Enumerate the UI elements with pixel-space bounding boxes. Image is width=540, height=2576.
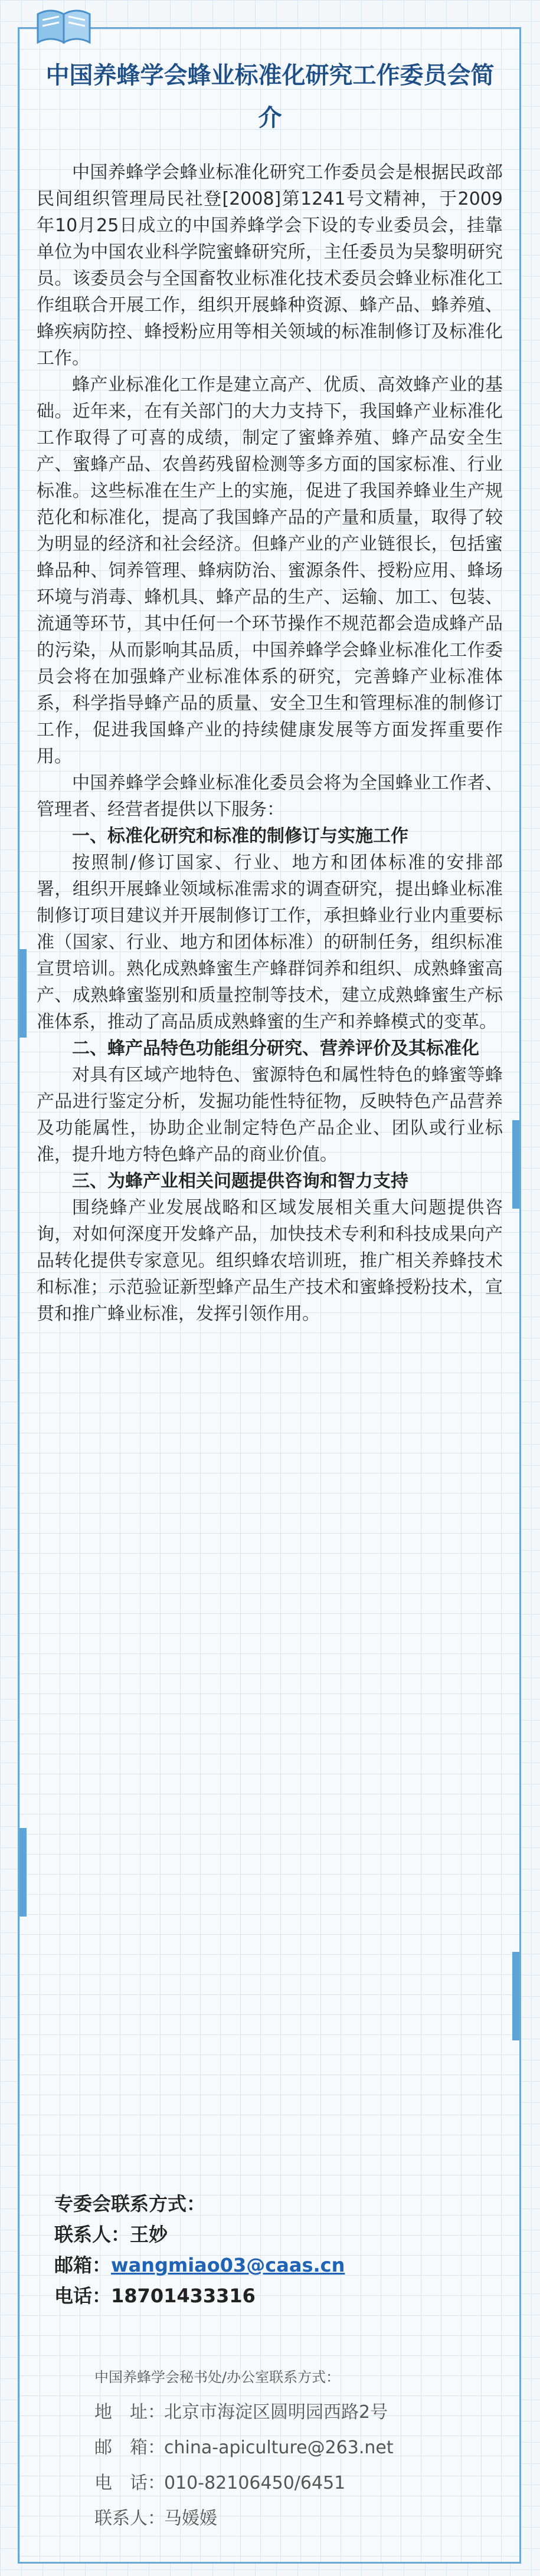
committee-contact	[54, 2188, 467, 2311]
section-heading: 三、为蜂产业相关问题提供咨询和智力支持	[72, 1171, 408, 1192]
intro-paragraph: 中国养蜂学会蜂业标准化委员会将为全国蜂业工作者、管理者、经营者提供以下服务：	[37, 773, 503, 820]
page-title: 中国养蜂学会蜂业标准化研究工作委员会简介	[45, 62, 495, 132]
section-body: 围绕蜂产业发展战略和区域发展相关重大问题提供咨询，对如何深度开发蜂产品，加快技术专利和科技成果向产品转化提供专家意见。组织蜂农培训班，推广相关养蜂技术和标准；示范验证新型蜂产品生产技术和蜜蜂授粉技术，宣贯和推广蜂业标准，发挥引领作用。	[37, 1197, 503, 1324]
section-heading: 一、标准化研究和标准的制修订与实施工作	[72, 826, 408, 846]
right-edge-tab	[512, 1952, 519, 2040]
office-phone-label: 电 话：	[94, 2473, 165, 2493]
contact-person-row	[54, 2219, 467, 2250]
office-email-row	[94, 2430, 394, 2466]
office-phone: 010-82106450/6451	[164, 2473, 346, 2493]
left-edge-tab	[19, 949, 27, 1038]
contact-email-link[interactable]: wangmiao03@caas.cn	[111, 2254, 345, 2276]
office-contact-header: 中国养蜂学会秘书处/办公室联系方式：	[94, 2369, 341, 2385]
office-address: 北京市海淀区圆明园西路2号	[164, 2402, 388, 2423]
section-body: 对具有区域产地特色、蜜源特色和属性特色的蜂蜜等蜂产品进行鉴定分析，发掘功能性特征物，反映特色产品营养及功能属性，协助企业制定特色产品企业、团队或行业标准，提升地方特色蜂产品的商业价值。	[37, 1065, 503, 1165]
office-email: china-apiculture@263.net	[164, 2437, 394, 2458]
contact-email-label: 邮箱：	[54, 2254, 112, 2276]
contact-header: 专委会联系方式：	[54, 2193, 206, 2215]
section-heading: 二、蜂产品特色功能组分研究、营养评价及其标准化	[72, 1038, 479, 1059]
intro-paragraph: 蜂产业标准化工作是建立高产、优质、高效蜂产业的基础。近年来，在有关部门的大力支持下，我国蜂产业标准化工作取得了可喜的成绩，制定了蜜蜂养殖、蜂产品安全生产、蜜蜂产品、农兽药残留检测等多方面的国家标准、行业标准。这些标准在生产上的实施，促进了我国养蜂业生产规范化和标准化，提高了我国蜂产品的产量和质量，取得了较为明显的经济和社会经济。但蜂产业的产业链很长，包括蜜蜂品种、饲养管理、蜂病防治、蜜源条件、授粉应用、蜂场环境与消毒、蜂机具、蜂产品的生产、运输、加工、包装、流通等环节，其中任何一个环节操作不规范都会造成蜂产品的污染，从而影响其品质，中国养蜂学会蜂业标准化工作委员会将在加强蜂产业标准体系的研究，完善蜂产业标准体系，科学指导蜂产品的质量、安全卫生和管理标准的制修订工作，促进我国蜂产业的持续健康发展等方面发挥重要作用。	[37, 375, 503, 767]
office-address-row	[94, 2395, 394, 2430]
article-body	[37, 159, 503, 1327]
contact-person-label: 联系人：	[54, 2223, 130, 2246]
office-person: 马媛媛	[164, 2508, 217, 2529]
contact-person: 王妙	[130, 2223, 168, 2246]
right-edge-tab	[512, 1120, 519, 1209]
section-body: 按照制/修订国家、行业、地方和团体标准的安排部署，组织开展蜂业领域标准需求的调查研究，提出蜂业标准制修订项目建议并开展制修订工作，承担蜂业行业内重要标准（国家、行业、地方和团体标准）的研制任务，组织标准宣贯培训。熟化成熟蜂蜜生产蜂群饲养和组织、成熟蜂蜜高产、成熟蜂蜜鉴别和质量控制等技术，建立成熟蜂蜜生产标准体系，推动了高品质成熟蜂蜜的生产和养蜂模式的变革。	[37, 852, 503, 1032]
contact-phone-row	[54, 2280, 467, 2311]
office-person-row	[94, 2501, 394, 2536]
contact-email-row	[54, 2250, 467, 2280]
left-edge-tab	[19, 1828, 27, 1917]
office-address-label: 地 址：	[94, 2402, 165, 2423]
office-phone-row	[94, 2466, 394, 2501]
office-person-label: 联系人：	[94, 2508, 165, 2529]
office-contact	[94, 2395, 394, 2536]
open-book-icon	[34, 4, 93, 46]
intro-paragraph: 中国养蜂学会蜂业标准化研究工作委员会是根据民政部民间组织管理局民社登[2008]第1241号文精神，于2009年10月25日成立的中国养蜂学会下设的专业委员会，挂靠单位为中国农业科学院蜜蜂研究所，主任委员为吴黎明研究员。该委员会与全国畜牧业标准化技术委员会蜂业标准化工作组联合开展工作，组织开展蜂种资源、蜂产品、蜂养殖、蜂疾病防控、蜂授粉应用等相关领域的标准制修订及标准化工作。	[37, 162, 503, 369]
office-email-label: 邮 箱：	[94, 2437, 165, 2458]
contact-phone-label: 电话：	[54, 2285, 112, 2307]
contact-phone: 18701433316	[111, 2285, 256, 2307]
